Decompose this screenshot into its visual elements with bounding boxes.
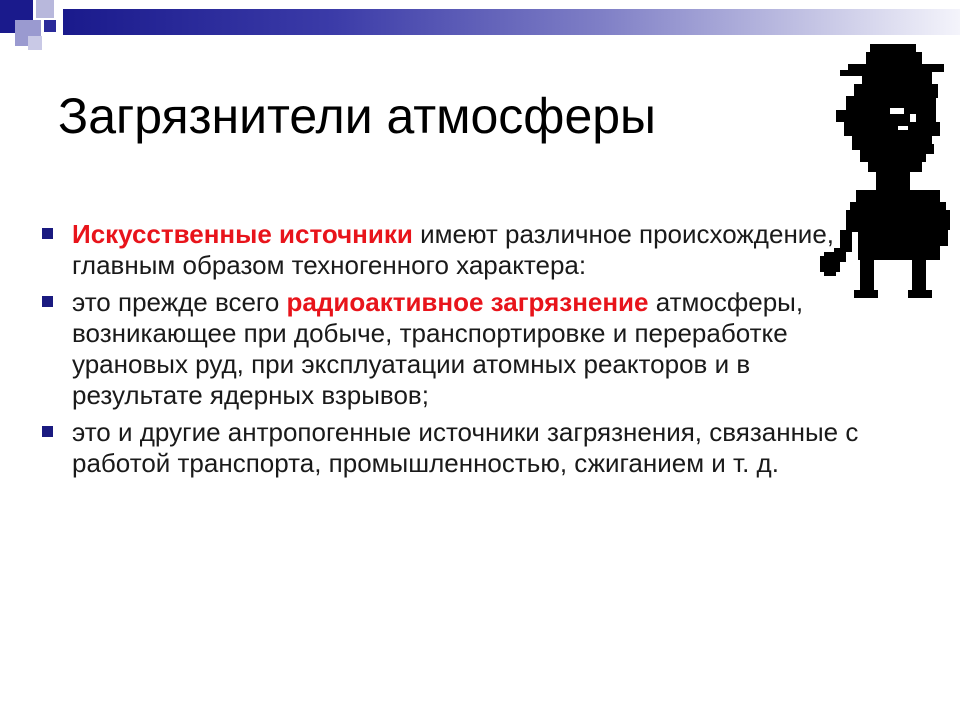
bullet-item <box>40 287 870 411</box>
bullet-list <box>40 219 870 485</box>
square-bullet-icon <box>42 426 53 437</box>
man-silhouette-icon <box>800 40 950 300</box>
highlight-text: радиоактивное загрязнение <box>286 287 649 317</box>
slide-title: Загрязнители атмосферы <box>58 88 656 144</box>
bullet-text: это и другие антропогенные источники загрязнения, связанные с работой транспорта, промышленностью, сжиганием и т. д. <box>72 417 859 478</box>
bullet-item <box>40 219 870 281</box>
bullet-text: атмосферы, возникающее при добыче, транспортировке и переработке урановых руд, при эксплуатации атомных реакторов и в результате ядерных взрывов; <box>72 287 804 410</box>
square-bullet-icon <box>42 228 53 239</box>
bullet-text: имеют различное происхождение, главным образом техногенного характера: <box>72 219 835 280</box>
square-bullet-icon <box>42 296 53 307</box>
bullet-item <box>40 417 870 479</box>
decor-square <box>28 36 42 50</box>
highlight-text: Искусственные источники <box>72 219 413 249</box>
header-gradient-bar <box>63 9 960 35</box>
bullet-text: это прежде всего <box>72 287 287 317</box>
decor-square <box>44 20 56 32</box>
decor-square <box>36 0 54 18</box>
